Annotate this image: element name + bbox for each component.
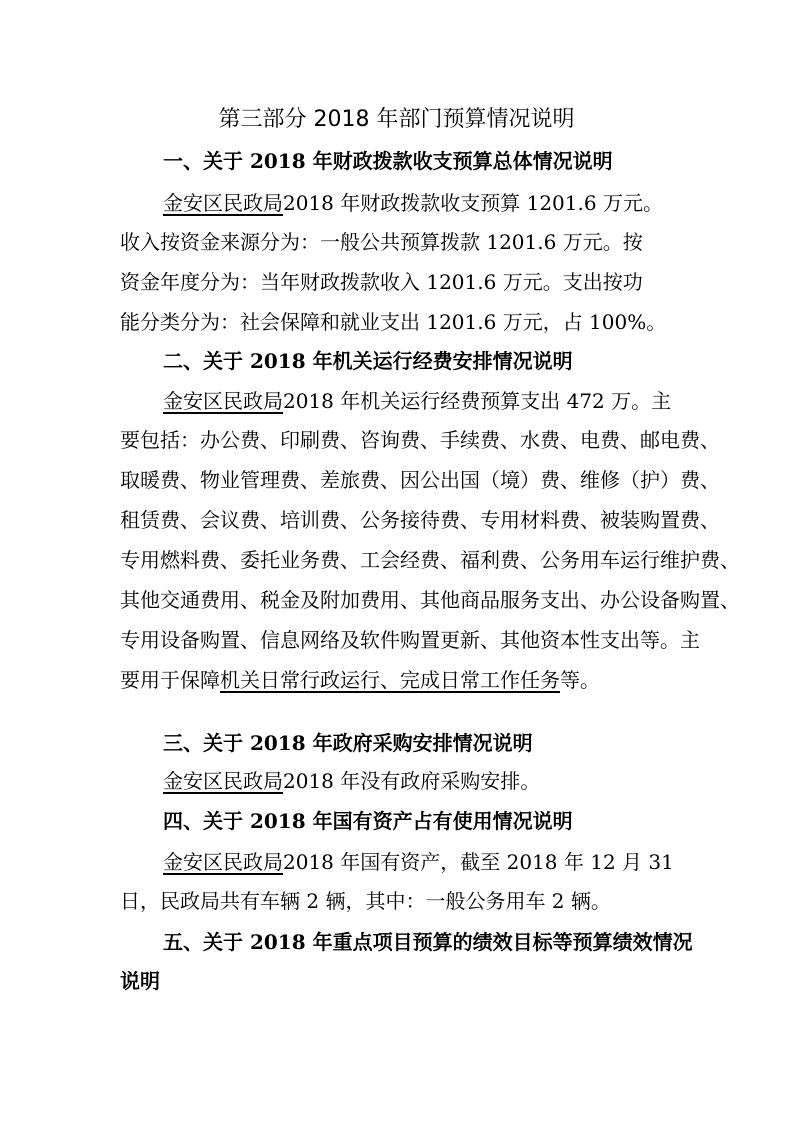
section-2-text: 要用于保障 xyxy=(120,668,220,692)
section-2-line-1 xyxy=(163,389,793,413)
section-4-text: 2018 年国有资产，截至 2018 年 12 月 31 xyxy=(283,850,674,874)
section-5-heading: 五、关于 2018 年重点项目预算的绩效目标等预算绩效情况 xyxy=(163,930,693,954)
section-2-text: 2018 年机关运行经费预算支出 472 万。主 xyxy=(283,389,672,413)
section-3-heading: 三、关于 2018 年政府采购安排情况说明 xyxy=(163,731,533,755)
section-1-text: 2018 年财政拨款收支预算 1201.6 万元。 xyxy=(283,191,663,215)
section-2-line-3: 取暖费、物业管理费、差旅费、因公出国（境）费、维修（护）费、 xyxy=(120,468,720,492)
unit-name: 金安区民政局 xyxy=(163,850,283,874)
section-2-line-4: 租赁费、会议费、培训费、公务接待费、专用材料费、被装购置费、 xyxy=(120,508,720,532)
section-2-line-7: 专用设备购置、信息网络及软件购置更新、其他资本性支出等。主 xyxy=(120,628,700,652)
unit-name: 金安区民政局 xyxy=(163,191,283,215)
section-1-line-1 xyxy=(163,191,793,215)
section-2-line-6: 其他交通费用、税金及附加费用、其他商品服务支出、办公设备购置、 xyxy=(120,588,740,612)
unit-name: 金安区民政局 xyxy=(163,769,283,793)
section-2-line-8 xyxy=(120,668,793,692)
section-1-line-2: 收入按资金来源分为：一般公共预算拨款 1201.6 万元。按 xyxy=(120,230,643,254)
section-3-line-1 xyxy=(163,769,793,793)
section-4-line-2: 日，民政局共有车辆 2 辆，其中：一般公务用车 2 辆。 xyxy=(120,889,611,913)
section-1-line-3: 资金年度分为：当年财政拨款收入 1201.6 万元。支出按功 xyxy=(120,270,643,294)
section-4-heading: 四、关于 2018 年国有资产占有使用情况说明 xyxy=(163,809,573,833)
section-2-heading: 二、关于 2018 年机关运行经费安排情况说明 xyxy=(163,349,573,373)
page-title: 第三部分 2018 年部门预算情况说明 xyxy=(218,107,575,132)
section-2-line-5: 专用燃料费、委托业务费、工会经费、福利费、公务用车运行维护费、 xyxy=(120,548,740,572)
section-4-line-1 xyxy=(163,850,793,874)
underlined-purpose: 机关日常行政运行、完成日常工作任务 xyxy=(220,668,560,692)
section-5-heading-cont: 说明 xyxy=(120,969,160,993)
section-3-text: 2018 年没有政府采购安排。 xyxy=(283,769,541,793)
unit-name: 金安区民政局 xyxy=(163,389,283,413)
section-2-line-2: 要包括：办公费、印刷费、咨询费、手续费、水费、电费、邮电费、 xyxy=(120,428,720,452)
section-1-line-4: 能分类分为：社会保障和就业支出 1201.6 万元，占 100%。 xyxy=(120,310,667,334)
section-2-text: 等。 xyxy=(560,668,600,692)
section-1-heading: 一、关于 2018 年财政拨款收支预算总体情况说明 xyxy=(163,149,613,173)
